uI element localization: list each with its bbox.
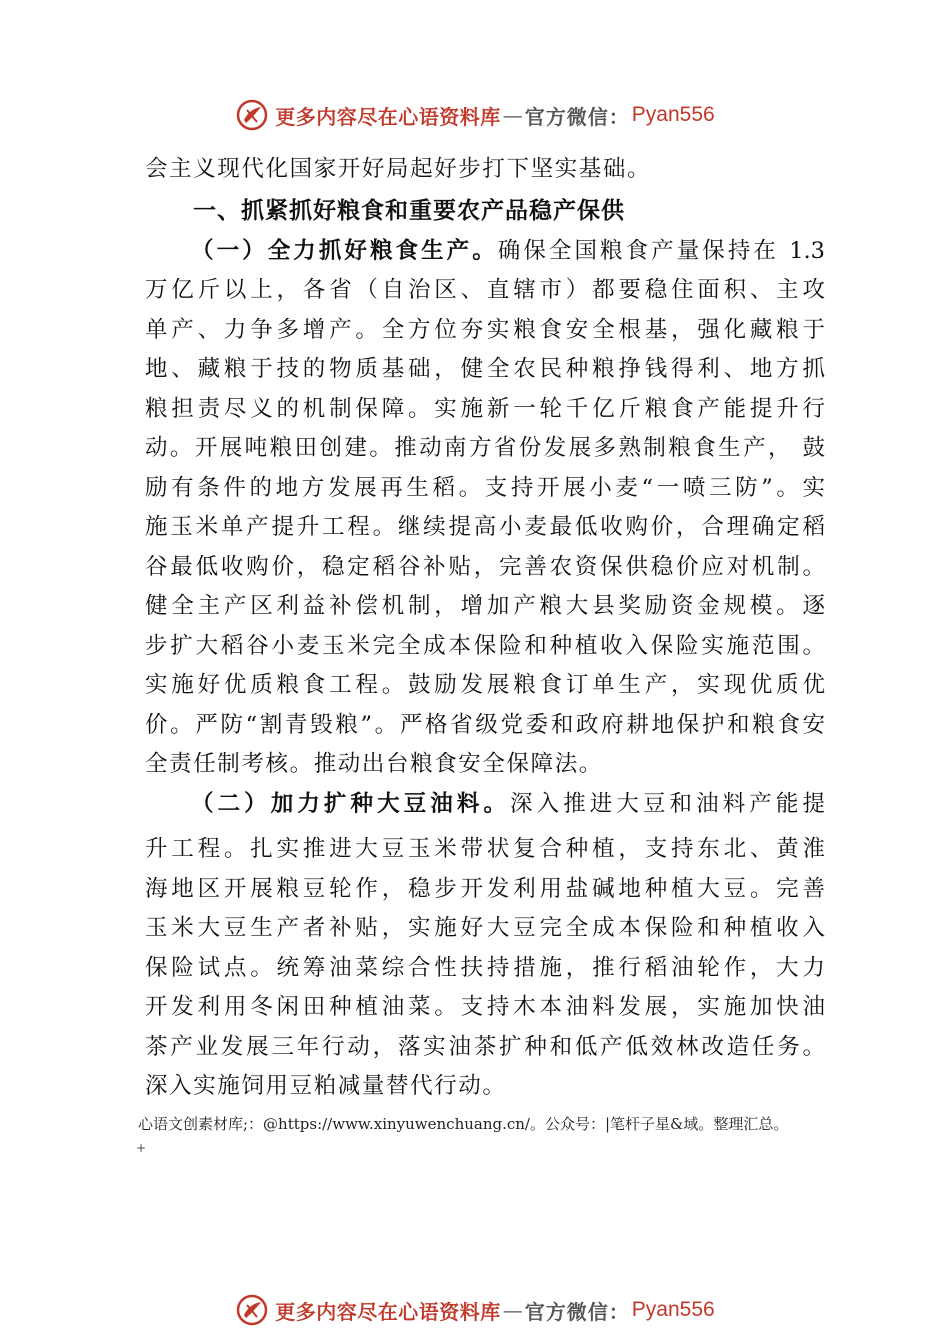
- section-heading: 一、抓紧抓好粮食和重要农产品稳产保供: [193, 197, 625, 224]
- banner-wechat-id: Pyan556: [631, 1298, 715, 1321]
- banner-official-label: 官方微信：: [524, 104, 630, 129]
- brand-logo-icon: [235, 1293, 269, 1327]
- para2-line: 开发利用冬闲田种植油菜。支持木本油料发展，实施加快油: [145, 994, 825, 1020]
- para2-line: 海地区开展粮豆轮作，稳步开发利用盐碱地种植大豆。完善: [145, 875, 825, 902]
- para1-line: 施玉米单产提升工程。继续提高小麦最低收购价，合理确定稻: [145, 514, 825, 540]
- para1-line: 励有条件的地方发展再生稻。支持开展小麦“一喷三防”。实: [145, 474, 825, 501]
- para2-first-line: [145, 785, 825, 825]
- para1-line: 谷最低收购价，稳定稻谷补贴，完善农资保供稳价应对机制。: [145, 553, 825, 580]
- para2-line: 升工程。扎实推进大豆玉米带状复合种植，支持东北、黄淮: [145, 836, 825, 862]
- banner-separator: —: [502, 103, 523, 127]
- para1-title: （一）全力抓好粮食生产。: [191, 237, 498, 264]
- brand-logo-icon: [235, 98, 269, 132]
- para2-line: 茶产业发展三年行动，落实油茶扩种和低产低效林改造任务。: [145, 1033, 825, 1060]
- footer-banner: [0, 1290, 950, 1330]
- intro-line: 会主义现代化国家开好局起好步打下坚实基础。: [145, 156, 652, 182]
- source-note: 心语文创素材库;：@https://www.xinyuwenchuang.cn/。公众号：|笔杆子星&域。整理汇总。: [138, 1115, 789, 1133]
- banner-separator: —: [502, 1298, 523, 1322]
- document-body: [145, 150, 825, 1107]
- banner-brand: 更多内容尽在心语资料库: [275, 104, 501, 129]
- para2-line: 保险试点。统筹油菜综合性扶持措施，推行稻油轮作，大力: [145, 954, 825, 981]
- para1-line: 确保全国粮食产量保持在 1.3: [497, 237, 825, 264]
- para1-first-line: [145, 232, 825, 272]
- para2-line: 玉米大豆生产者补贴，实施好大豆完全成本保险和种植收入: [145, 915, 825, 941]
- para1-line: 粮担责尽义的机制保障。实施新一轮千亿斤粮食产能提升行: [145, 395, 825, 422]
- para1-line: 健全主产区利益补偿机制，增加产粮大县奖励资金规模。逐: [145, 593, 825, 619]
- para1-line: 地、藏粮于技的物质基础，健全农民种粮挣钱得利、地方抓: [145, 356, 825, 382]
- para1-line: 实施好优质粮食工程。鼓励发展粮食订单生产，实现优质优: [145, 672, 825, 698]
- para2-line: 深入推进大豆和油料产能提: [510, 790, 825, 817]
- para2-title: （二）加力扩种大豆油料。: [191, 790, 511, 817]
- para1-line: 步扩大稻谷小麦玉米完全成本保险和种植收入保险实施范围。: [145, 632, 825, 659]
- header-banner: [0, 95, 950, 135]
- banner-wechat-id: Pyan556: [631, 103, 715, 126]
- para1-line: 动。开展吨粮田创建。推动南方省份发展多熟制粮食生产， 鼓: [145, 435, 825, 461]
- para1-line: 价。严防“割青毁粮”。严格省级党委和政府耕地保护和粮食安: [145, 711, 825, 738]
- para1-line: 万亿斤以上，各省（自治区、直辖市）都要稳住面积、主攻: [145, 277, 825, 303]
- banner-official-label: 官方微信：: [524, 1299, 630, 1324]
- paragraph-mark: +: [136, 1141, 147, 1155]
- banner-brand: 更多内容尽在心语资料库: [275, 1299, 501, 1324]
- para2-line: 深入实施饲用豆粕减量替代行动。: [145, 1073, 507, 1099]
- para1-line: 全责任制考核。推动出台粮食安全保障法。: [145, 751, 603, 777]
- para1-line: 单产、力争多增产。全方位夯实粮食安全根基，强化藏粮于: [145, 316, 825, 343]
